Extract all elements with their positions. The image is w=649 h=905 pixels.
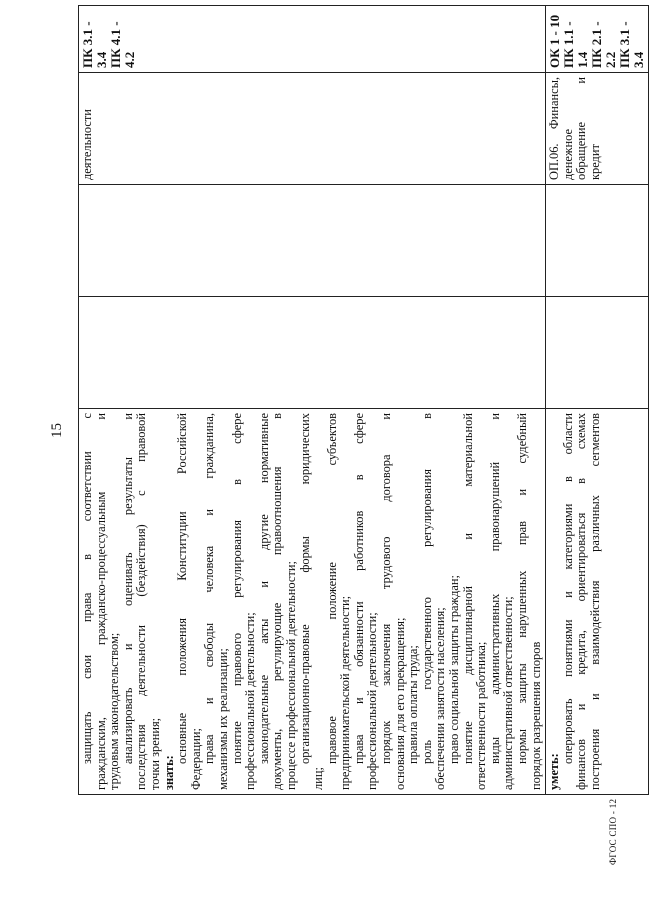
text-line: последствия деятельности (бездействия) с правовой — [134, 413, 149, 790]
competency-code: ПК 3.1 - 3.4 — [80, 21, 109, 68]
table-row — [79, 6, 546, 795]
text-line: основные положения Конституции Российской — [175, 413, 190, 764]
text-line: уметь: — [547, 753, 562, 790]
requirements-cell — [546, 409, 649, 795]
text-line: понятие дисциплинарной и материальной — [460, 413, 475, 764]
text-line: организационно-правовые формы юридических — [297, 413, 312, 764]
text-line: понятие правового регулирования в сфере — [229, 413, 244, 764]
discipline-text: деятельности — [80, 109, 94, 180]
text-line: гражданским, гражданско-процессуальным и — [93, 413, 108, 790]
page-number: 15 — [49, 423, 65, 438]
text-line: основания для его прекращения; — [392, 617, 407, 790]
text-line: лиц; — [311, 767, 326, 790]
text-line: виды административных правонарушений и — [487, 413, 502, 764]
requirements-text — [548, 413, 602, 790]
text-line: правовое положение субъектов — [324, 413, 339, 764]
text-line: правила оплаты труда; — [406, 645, 421, 764]
text-line: защищать свои права в соответствии с — [80, 413, 94, 764]
text-line: механизмы их реализации; — [215, 648, 230, 790]
text-line: построения и взаимодействия различных сегментов — [587, 413, 602, 790]
text-line: права и свободы человека и гражданина, — [202, 413, 217, 764]
discipline-line: денежное обращение и — [560, 77, 589, 180]
text-line: административной ответственности; — [501, 596, 516, 790]
discipline-line: ОП.06. Финансы, — [547, 77, 562, 180]
competency-code: ПК 4.1 - 4.2 — [108, 21, 137, 68]
competency-code: ОК 1 - 10 — [547, 14, 563, 68]
competency-codes-cell — [546, 6, 649, 73]
hours-cell — [79, 185, 546, 297]
text-line: профессиональной деятельности; — [243, 612, 258, 790]
text-line: право социальной защиты граждан; — [447, 575, 462, 764]
text-line: роль государственного регулирования в — [419, 413, 434, 764]
text-line: обеспечении занятости населения; — [433, 607, 448, 790]
discipline-line: кредит — [587, 144, 602, 180]
text-line: предпринимательской деятельности; — [338, 595, 353, 790]
text-line: трудовым законодательством; — [107, 632, 122, 790]
text-line: порядок заключения трудового договора и — [379, 413, 394, 764]
hours-cell — [546, 185, 649, 297]
text-line: знать: — [161, 755, 176, 790]
text-line: оперировать понятиями и категориями в области — [560, 413, 575, 764]
discipline-cell — [79, 73, 546, 185]
text-line: права и обязанности работников в сфере — [351, 413, 366, 764]
requirements-text — [81, 413, 543, 790]
table-row — [546, 6, 649, 795]
competency-code: ПК 2.1 - 2.2 — [589, 21, 619, 68]
text-line: Федерации; — [188, 728, 203, 790]
footer-label: ФГОС СПО - 12 — [608, 798, 618, 865]
text-line: точки зрения; — [147, 717, 162, 790]
text-line: законодательные акты и другие нормативные — [256, 413, 271, 764]
competency-codes-cell — [79, 6, 546, 73]
text-line: ответственности работника; — [474, 641, 489, 790]
text-line: финансов и кредита, ориентироваться в схемах — [574, 413, 589, 790]
requirements-cell — [79, 409, 546, 795]
text-line: анализировать и оценивать результаты и — [120, 413, 135, 764]
hours-cell — [79, 297, 546, 409]
competency-code: ПК 1.1 - 1.4 — [561, 21, 591, 68]
hours-cell — [546, 297, 649, 409]
text-line: порядок разрешения споров — [528, 641, 543, 790]
competency-table — [78, 5, 649, 795]
text-line: документы, регулирующие правоотношения в — [270, 413, 285, 790]
text-line: профессиональной деятельности; — [365, 612, 380, 790]
discipline-cell — [546, 73, 649, 185]
competency-code: ПК 3.1 - 3.4 — [617, 21, 647, 68]
text-line: нормы защиты нарушенных прав и судебный — [515, 413, 529, 764]
text-line: процессе профессиональной деятельности; — [283, 561, 298, 790]
